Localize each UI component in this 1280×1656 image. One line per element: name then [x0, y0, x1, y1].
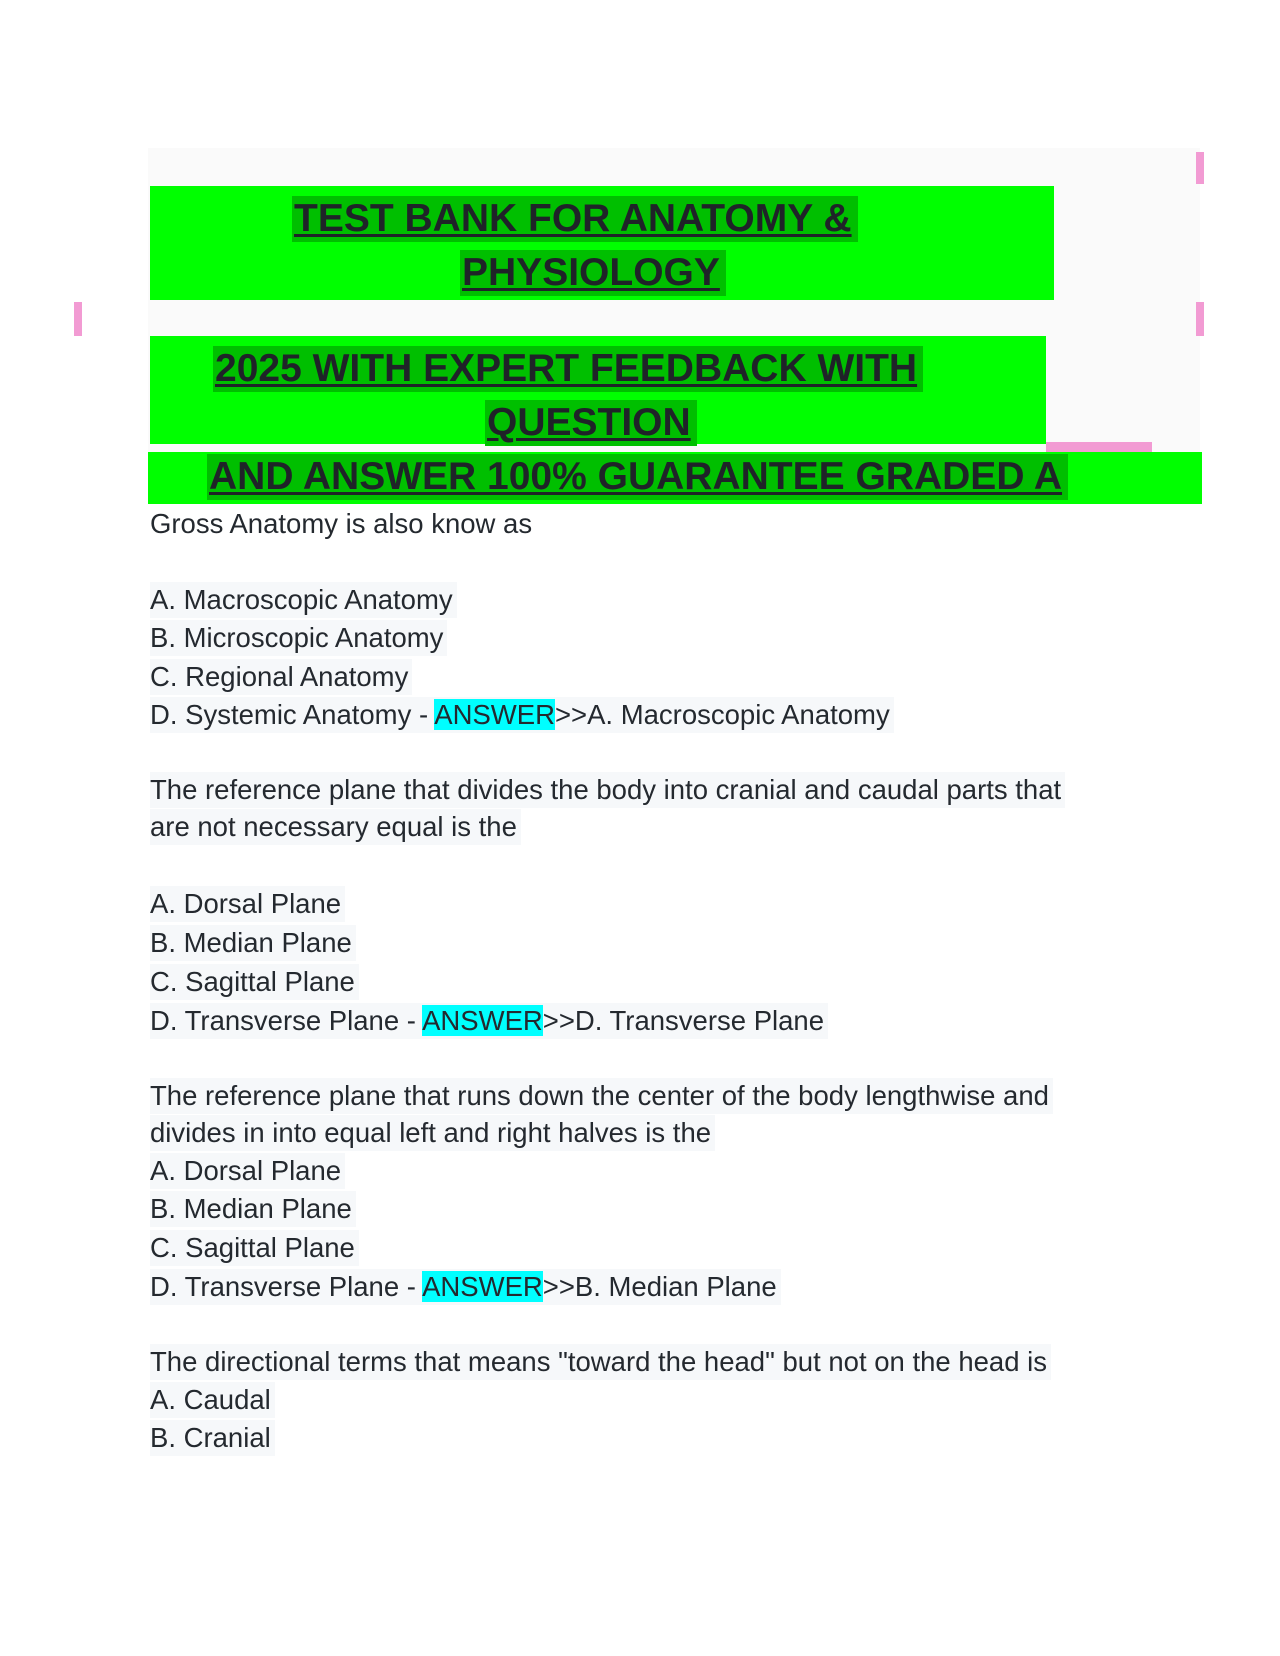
question-prompt: divides in into equal left and right halves is the	[150, 1115, 715, 1151]
margin-mark	[1196, 302, 1204, 336]
margin-mark	[74, 302, 82, 336]
document-title-line-1: TEST BANK FOR ANATOMY &	[292, 196, 858, 242]
margin-mark	[1196, 152, 1204, 184]
answer-option: A. Dorsal Plane	[150, 1153, 345, 1189]
answer-option-with-key	[150, 1269, 781, 1305]
question-prompt: The directional terms that means "toward the head" but not on the head is	[150, 1344, 1051, 1380]
question-prompt: are not necessary equal is the	[150, 809, 521, 845]
question-prompt: The reference plane that divides the body into cranial and caudal parts that	[150, 772, 1065, 808]
answer-option-with-key	[150, 1003, 828, 1039]
document-title-line-2: PHYSIOLOGY	[460, 250, 726, 296]
answer-option: B. Microscopic Anatomy	[150, 620, 447, 656]
answer-option: C. Sagittal Plane	[150, 964, 359, 1000]
answer-option: A. Macroscopic Anatomy	[150, 582, 457, 618]
pink-highlight-bar	[1046, 442, 1152, 452]
correct-answer-text: >>B. Median Plane	[542, 1271, 777, 1302]
answer-option-text: D. Transverse Plane -	[150, 1005, 423, 1036]
question-prompt: The reference plane that runs down the center of the body lengthwise and	[150, 1078, 1053, 1114]
answer-option-with-key	[150, 697, 894, 733]
answer-option: A. Caudal	[150, 1382, 275, 1418]
document-subtitle-line-3: AND ANSWER 100% GUARANTEE GRADED A	[207, 454, 1068, 500]
answer-option: C. Regional Anatomy	[150, 659, 412, 695]
answer-option-text: D. Transverse Plane -	[150, 1271, 423, 1302]
question-prompt: Gross Anatomy is also know as	[150, 508, 533, 539]
correct-answer-text: >>A. Macroscopic Anatomy	[554, 699, 890, 730]
answer-option: B. Cranial	[150, 1420, 275, 1456]
document-subtitle-line-2: QUESTION	[485, 400, 697, 446]
correct-answer-text: >>D. Transverse Plane	[542, 1005, 825, 1036]
answer-option: B. Median Plane	[150, 1191, 356, 1227]
answer-option: C. Sagittal Plane	[150, 1230, 359, 1266]
answer-label-highlight: ANSWER	[422, 1005, 543, 1036]
answer-option: B. Median Plane	[150, 925, 356, 961]
document-subtitle-line-1: 2025 WITH EXPERT FEEDBACK WITH	[213, 346, 923, 392]
answer-label-highlight: ANSWER	[422, 1271, 543, 1302]
answer-label-highlight: ANSWER	[434, 699, 555, 730]
answer-option-text: D. Systemic Anatomy -	[150, 699, 435, 730]
answer-option: A. Dorsal Plane	[150, 886, 345, 922]
